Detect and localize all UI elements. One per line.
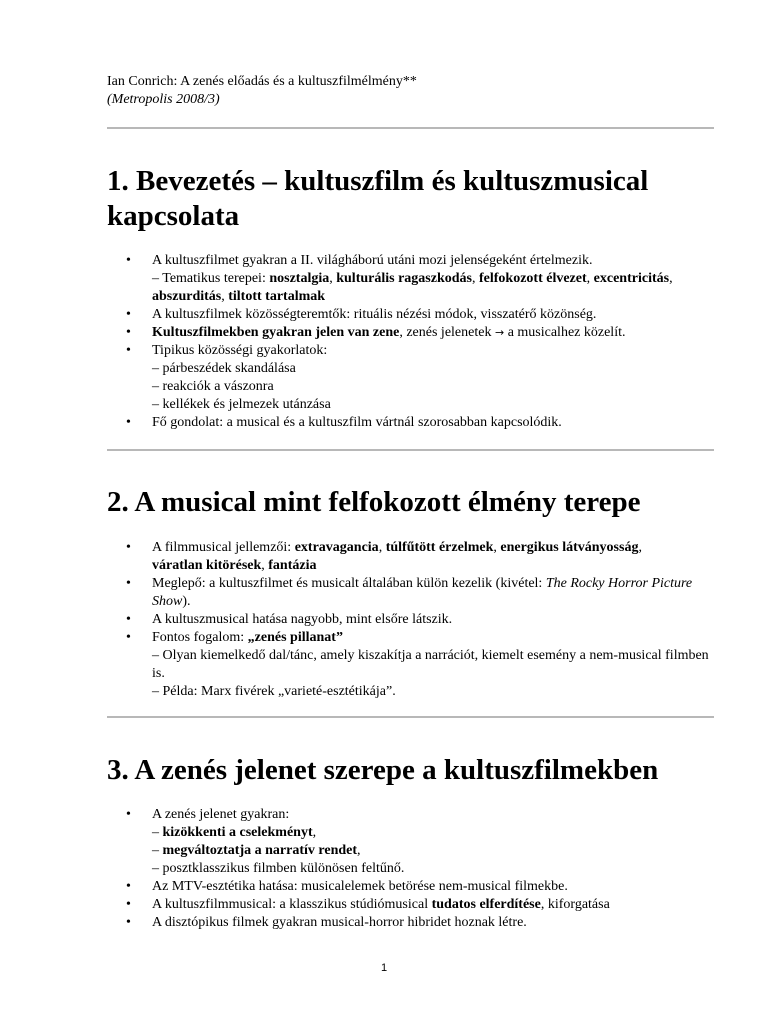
right-arrow-icon: → xyxy=(494,326,505,339)
list-item: • Fő gondolat: a musical és a kultuszfilm vártnál szorosabban kapcsolódik. xyxy=(107,414,714,432)
author-title: Ian Conrich: A zenés előadás és a kultuszfilmélmény** xyxy=(107,74,417,89)
section-2-heading: 2. A musical mint felfokozott élmény terepe xyxy=(107,486,641,518)
list-item: • Tipikus közösségi gyakorlatok: – párbeszédek skandálása – reakciók a vászonra – kellékek és jelmezek utánzása xyxy=(107,342,714,414)
list-item: • Kultuszfilmekben gyakran jelen van zene, zenés jelenetek → a musicalhez közelít. xyxy=(107,324,714,342)
source-citation: (Metropolis 2008/3) xyxy=(107,92,220,107)
list-item: • A disztópikus filmek gyakran musical-horror hibridet hoznak létre. xyxy=(107,914,714,932)
list-item: • Az MTV-esztétika hatása: musicalelemek betörése nem-musical filmekbe. xyxy=(107,878,714,896)
separator-2 xyxy=(107,449,714,451)
section-3-list xyxy=(107,806,714,932)
list-item: • A kultuszfilmek közösségteremtők: rituális nézési módok, visszatérő közönség. xyxy=(107,306,714,324)
section-1-heading-line2: kapcsolata xyxy=(107,200,240,232)
separator-1 xyxy=(107,127,714,129)
page-number: 1 xyxy=(380,962,388,974)
separator-3 xyxy=(107,716,714,718)
list-item: • A filmmusical jellemzői: extravagancia, túlfűtött érzelmek, energikus látványosság, váratlan kitörések, fantázia xyxy=(107,539,714,575)
document-header xyxy=(107,73,714,109)
section-1-heading xyxy=(107,164,714,234)
section-1-list xyxy=(107,252,714,432)
list-item: • A kultuszmusical hatása nagyobb, mint elsőre látszik. xyxy=(107,611,714,629)
section-1-heading-line1: 1. Bevezetés – kultuszfilm és kultuszmusical xyxy=(107,165,649,197)
list-item: • Fontos fogalom: „zenés pillanat” – Olyan kiemelkedő dal/tánc, amely kiszakítja a narrációt, kiemelt esemény a nem-musical filmben is. – Példa: Marx fivérek „varieté-esztétikája”. xyxy=(107,629,714,701)
list-item: • A kultuszfilmmusical: a klasszikus stúdiómusical tudatos elferdítése, kiforgatása xyxy=(107,896,714,914)
section-2-list xyxy=(107,539,714,701)
list-item: • A zenés jelenet gyakran: – kizökkenti a cselekményt, – megváltoztatja a narratív rendet, – posztklasszikus filmben különösen feltűnő. xyxy=(107,806,714,878)
list-item: • A kultuszfilmet gyakran a II. világháború utáni mozi jelenségeként értelmezik. – Tematikus terepei: nosztalgia, kulturális ragaszkodás, felfokozott élvezet, excentricitás, abszurditás, tiltott tartalmak xyxy=(107,252,714,306)
list-item: • Meglepő: a kultuszfilmet és musicalt általában külön kezelik (kivétel: The Rocky Horror Picture Show). xyxy=(107,575,714,611)
section-3-heading: 3. A zenés jelenet szerepe a kultuszfilmekben xyxy=(107,754,659,786)
